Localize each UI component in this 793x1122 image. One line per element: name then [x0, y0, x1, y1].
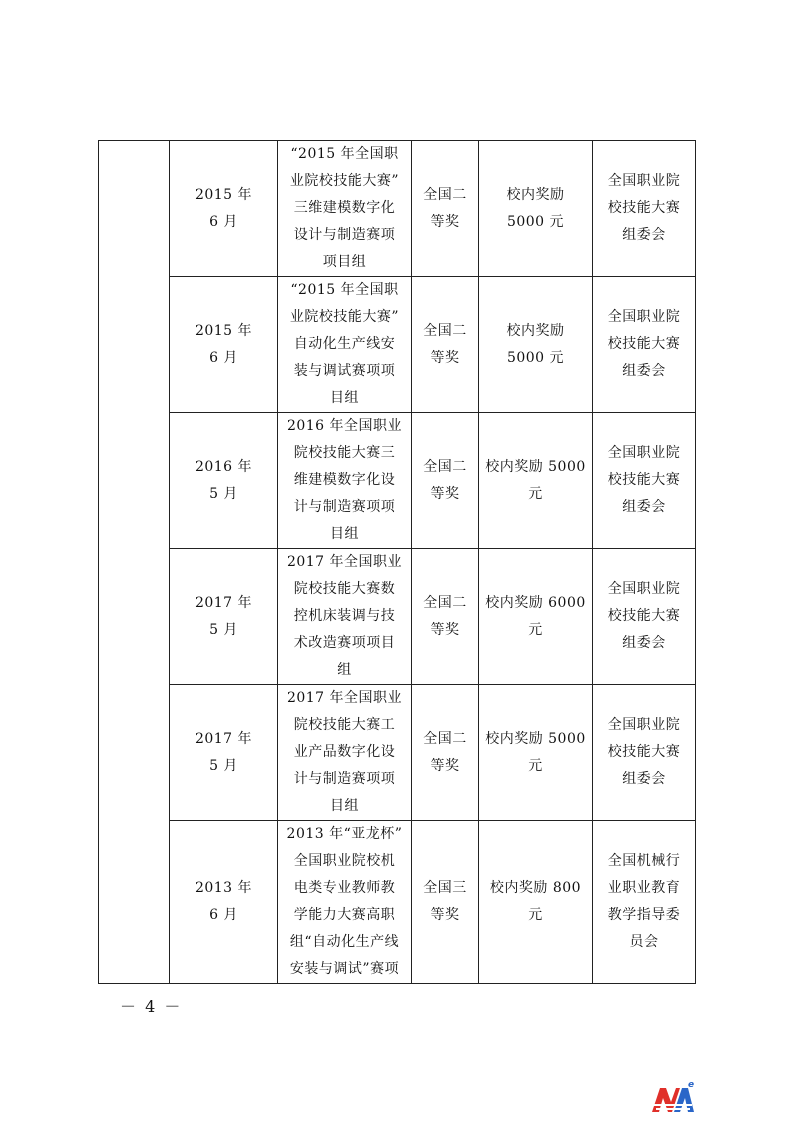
award-row [99, 277, 696, 413]
cell-line: 全国机械行 [607, 853, 681, 869]
cell-line: 5 月 [209, 485, 238, 502]
svg-text:e: e [688, 1080, 695, 1090]
cell-line: 2015 年 [194, 322, 253, 339]
cell-line: 安装与调试”赛项 [289, 961, 400, 977]
project-cell [278, 685, 412, 821]
cell-line: 院校技能大赛数 [293, 581, 396, 597]
m-logo-icon [650, 1078, 696, 1116]
cell-line: 业院校技能大赛” [289, 309, 400, 325]
award-row [99, 685, 696, 821]
cell-line: 教学指导委 [607, 907, 681, 923]
cell-line: “2015 年全国职 [290, 282, 399, 298]
cell-line: 全国职业院 [607, 445, 681, 461]
cell-line: 6 月 [209, 907, 238, 923]
cell-line: 控机床装调与技 [293, 608, 396, 624]
project-cell [278, 141, 412, 277]
cell-line: 自动化生产线安 [293, 336, 396, 352]
cell-line: 5 月 [209, 621, 238, 638]
reward-cell [479, 413, 593, 549]
cell-line: 2016 年 [194, 458, 253, 475]
cell-line: 校技能大赛 [607, 608, 681, 624]
award-level-cell [412, 821, 479, 984]
cell-line: 2015 年 [194, 186, 253, 203]
reward-cell [479, 821, 593, 984]
cell-line: 校内奖励 5000 [485, 730, 586, 747]
cell-line: 全国二 [423, 458, 467, 475]
date-cell [170, 821, 278, 984]
cell-line: 业产品数字化设 [293, 744, 396, 760]
cell-line: 2016 年全国职业 [286, 418, 403, 434]
cell-line: 维建模数字化设 [293, 472, 396, 488]
cell-line: 5000 元 [506, 349, 565, 366]
cell-line: 元 [528, 757, 543, 774]
cell-line: “2015 年全国职 [290, 146, 399, 162]
award-level-cell [412, 277, 479, 413]
date-cell [170, 413, 278, 549]
cell-line: 设计与制造赛项 [293, 227, 396, 243]
cell-line: 5 月 [209, 757, 238, 774]
issuer-cell [593, 685, 696, 821]
cell-line: 三维建模数字化 [293, 200, 396, 216]
issuer-cell [593, 277, 696, 413]
cell-line: 全国二 [423, 730, 467, 747]
cell-line: 元 [528, 621, 543, 638]
cell-line: 6 月 [209, 349, 238, 366]
cell-line: 院校技能大赛工 [293, 717, 396, 733]
cell-line: 2017 年全国职业 [286, 554, 403, 570]
award-row [99, 549, 696, 685]
cell-line: 业职业教育 [607, 880, 681, 896]
cell-line: 2013 年“亚龙杯” [286, 826, 403, 842]
cell-line: 校内奖励 [506, 322, 565, 339]
cell-line: 校技能大赛 [607, 200, 681, 216]
cell-line: 等奖 [430, 757, 460, 774]
cell-line: 目组 [330, 798, 359, 814]
award-level-cell [412, 549, 479, 685]
cell-line: 组“自动化生产线 [289, 934, 400, 950]
cell-line: 组委会 [622, 227, 666, 243]
cell-line: 业院校技能大赛” [289, 173, 400, 189]
date-cell [170, 277, 278, 413]
cell-line: 校内奖励 6000 [485, 594, 586, 611]
cell-line: 校技能大赛 [607, 744, 681, 760]
cell-line: 元 [528, 907, 543, 923]
issuer-cell [593, 141, 696, 277]
page-number: － 4 － [120, 997, 183, 1016]
award-row [99, 413, 696, 549]
cell-line: 5000 元 [506, 213, 565, 230]
cell-line: 校技能大赛 [607, 336, 681, 352]
award-level-cell [412, 685, 479, 821]
cell-line: 学能力大赛高职 [293, 907, 396, 923]
cell-line: 目组 [330, 526, 359, 542]
cell-line: 员会 [629, 934, 659, 950]
cell-line: 等奖 [430, 621, 460, 638]
cell-line: 全国二 [423, 186, 467, 203]
project-cell [278, 413, 412, 549]
cell-line: 2017 年全国职业 [286, 690, 403, 706]
reward-cell [479, 685, 593, 821]
award-level-cell [412, 141, 479, 277]
cell-line: 计与制造赛项项 [293, 771, 396, 787]
awards-table [98, 140, 696, 984]
cell-line: 院校技能大赛三 [293, 445, 396, 461]
project-cell [278, 549, 412, 685]
award-level-cell [412, 413, 479, 549]
cell-line: 组委会 [622, 499, 666, 515]
cell-line: 全国职业院 [607, 173, 681, 189]
cell-line: 2017 年 [194, 594, 253, 611]
cell-line: 组委会 [622, 771, 666, 787]
cell-line: 6 月 [209, 213, 238, 230]
cell-line: 组 [337, 662, 352, 678]
cell-line: 校技能大赛 [607, 472, 681, 488]
cell-line: 全国三 [423, 880, 467, 896]
reward-cell [479, 141, 593, 277]
cell-line: 2017 年 [194, 730, 253, 747]
award-row [99, 821, 696, 984]
cell-line: 全国职业院 [607, 309, 681, 325]
date-cell [170, 549, 278, 685]
cell-line: 等奖 [430, 213, 460, 230]
cell-line: 全国职业院 [607, 717, 681, 733]
category-cell [99, 141, 170, 984]
cell-line: 等奖 [430, 485, 460, 502]
project-cell [278, 821, 412, 984]
cell-line: 电类专业教师教 [293, 880, 396, 896]
issuer-cell [593, 549, 696, 685]
issuer-cell [593, 821, 696, 984]
cell-line: 元 [528, 485, 543, 502]
cell-line: 计与制造赛项项 [293, 499, 396, 515]
cell-line: 全国二 [423, 322, 467, 339]
date-cell [170, 141, 278, 277]
cell-line: 装与调试赛项项 [293, 363, 396, 379]
cell-line: 组委会 [622, 635, 666, 651]
cell-line: 项目组 [322, 254, 367, 270]
reward-cell [479, 549, 593, 685]
cell-line: 目组 [330, 390, 359, 406]
issuer-cell [593, 413, 696, 549]
cell-line: 2013 年 [194, 880, 253, 896]
cell-line: 等奖 [430, 349, 460, 366]
cell-line: 组委会 [622, 363, 666, 379]
reward-cell [479, 277, 593, 413]
date-cell [170, 685, 278, 821]
project-cell [278, 277, 412, 413]
cell-line: 全国二 [423, 594, 467, 611]
cell-line: 全国职业院校机 [293, 853, 396, 869]
award-rows [99, 141, 696, 984]
cell-line: 等奖 [430, 907, 460, 923]
cell-line: 校内奖励 5000 [485, 458, 586, 475]
cell-line: 校内奖励 800 [489, 880, 582, 896]
cell-line: 校内奖励 [506, 186, 565, 203]
cell-line: 术改造赛项项目 [293, 635, 396, 651]
award-row [99, 141, 696, 277]
cell-line: 全国职业院 [607, 581, 681, 597]
